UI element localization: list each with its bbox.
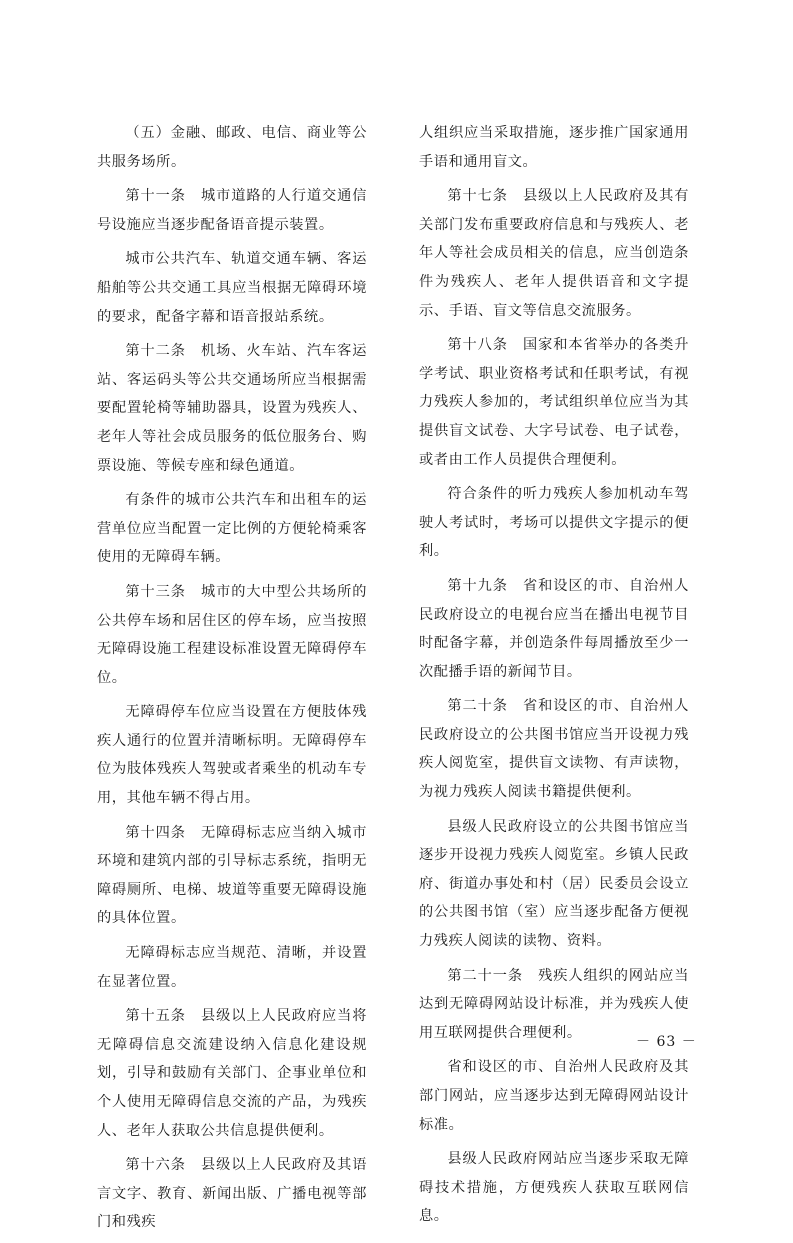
paragraph: 符合条件的听力残疾人参加机动车驾驶人考试时，考场可以提供文字提示的便利。 [419, 486, 689, 560]
left-column [97, 119, 367, 1243]
paragraph: 第二十一条 残疾人组织的网站应当达到无障碍网站设计标准，并为残疾人使用互联网提供合理便利。 [419, 967, 689, 1041]
paragraph: 第十六条 县级以上人民政府及其语言文字、教育、新闻出版、广播电视等部门和残疾 [97, 1157, 367, 1231]
paragraph: 第十九条 省和设区的市、自治州人民政府设立的电视台应当在播出电视节目时配备字幕，并创造条件每周播放至少一次配播手语的新闻节目。 [419, 577, 689, 680]
paragraph: 第十四条 无障碍标志应当纳入城市环境和建筑内部的引导标志系统，指明无障碍厕所、电梯、坡道等重要无障碍设施的具体位置。 [97, 824, 367, 927]
paragraph: 城市公共汽车、轨道交通车辆、客运船舶等公共交通工具应当根据无障碍环境的要求，配备字幕和语音报站系统。 [97, 251, 367, 325]
paragraph: 第十七条 县级以上人民政府及其有关部门发布重要政府信息和与残疾人、老年人等社会成员相关的信息，应当创造条件为残疾人、老年人提供语音和文字提示、手语、盲文等信息交流服务。 [419, 188, 689, 319]
paragraph: 第十五条 县级以上人民政府应当将无障碍信息交流建设纳入信息化建设规划，引导和鼓励有关部门、企事业单位和个人使用无障碍信息交流的产品，为残疾人、老年人获取公共信息提供便利。 [97, 1008, 367, 1139]
right-column [419, 119, 689, 1237]
paragraph: 有条件的城市公共汽车和出租车的运营单位应当配置一定比例的方便轮椅乘客使用的无障碍车辆。 [97, 492, 367, 566]
paragraph: 无障碍标志应当规范、清晰，并设置在显著位置。 [97, 945, 367, 990]
paragraph: 无障碍停车位应当设置在方便肢体残疾人通行的位置并清晰标明。无障碍停车位为肢体残疾人驾驶或者乘坐的机动车专用，其他车辆不得占用。 [97, 704, 367, 807]
paragraph: 省和设区的市、自治州人民政府及其部门网站，应当逐步达到无障碍网站设计标准。 [419, 1059, 689, 1133]
paragraph: 第十二条 机场、火车站、汽车客运站、客运码头等公共交通场所应当根据需要配置轮椅等辅助器具，设置为残疾人、老年人等社会成员服务的低位服务台、购票设施、等候专座和绿色通道。 [97, 343, 367, 474]
paragraph: （五）金融、邮政、电信、商业等公共服务场所。 [97, 125, 367, 170]
paragraph-continuation: 人组织应当采取措施，逐步推广国家通用手语和通用盲文。 [419, 125, 689, 170]
paragraph: 第十一条 城市道路的人行道交通信号设施应当逐步配备语音提示装置。 [97, 188, 367, 233]
page-number: － 63 － [636, 1034, 697, 1050]
paragraph: 县级人民政府网站应当逐步采取无障碍技术措施，方便残疾人获取互联网信息。 [419, 1151, 689, 1225]
paragraph: 第十三条 城市的大中型公共场所的公共停车场和居住区的停车场，应当按照无障碍设施工程建设标准设置无障碍停车位。 [97, 583, 367, 686]
paragraph: 县级人民政府设立的公共图书馆应当逐步开设视力残疾人阅览室。乡镇人民政府、街道办事处和村（居）民委员会设立的公共图书馆（室）应当逐步配备方便视力残疾人阅读的读物、资料。 [419, 818, 689, 950]
paragraph: 第十八条 国家和本省举办的各类升学考试、职业资格考试和任职考试，有视力残疾人参加的，考试组织单位应当为其提供盲文试卷、大字号试卷、电子试卷，或者由工作人员提供合理便利。 [419, 337, 689, 468]
paragraph: 第二十条 省和设区的市、自治州人民政府设立的公共图书馆应当开设视力残疾人阅览室，提供盲文读物、有声读物，为视力残疾人阅读书籍提供便利。 [419, 698, 689, 801]
